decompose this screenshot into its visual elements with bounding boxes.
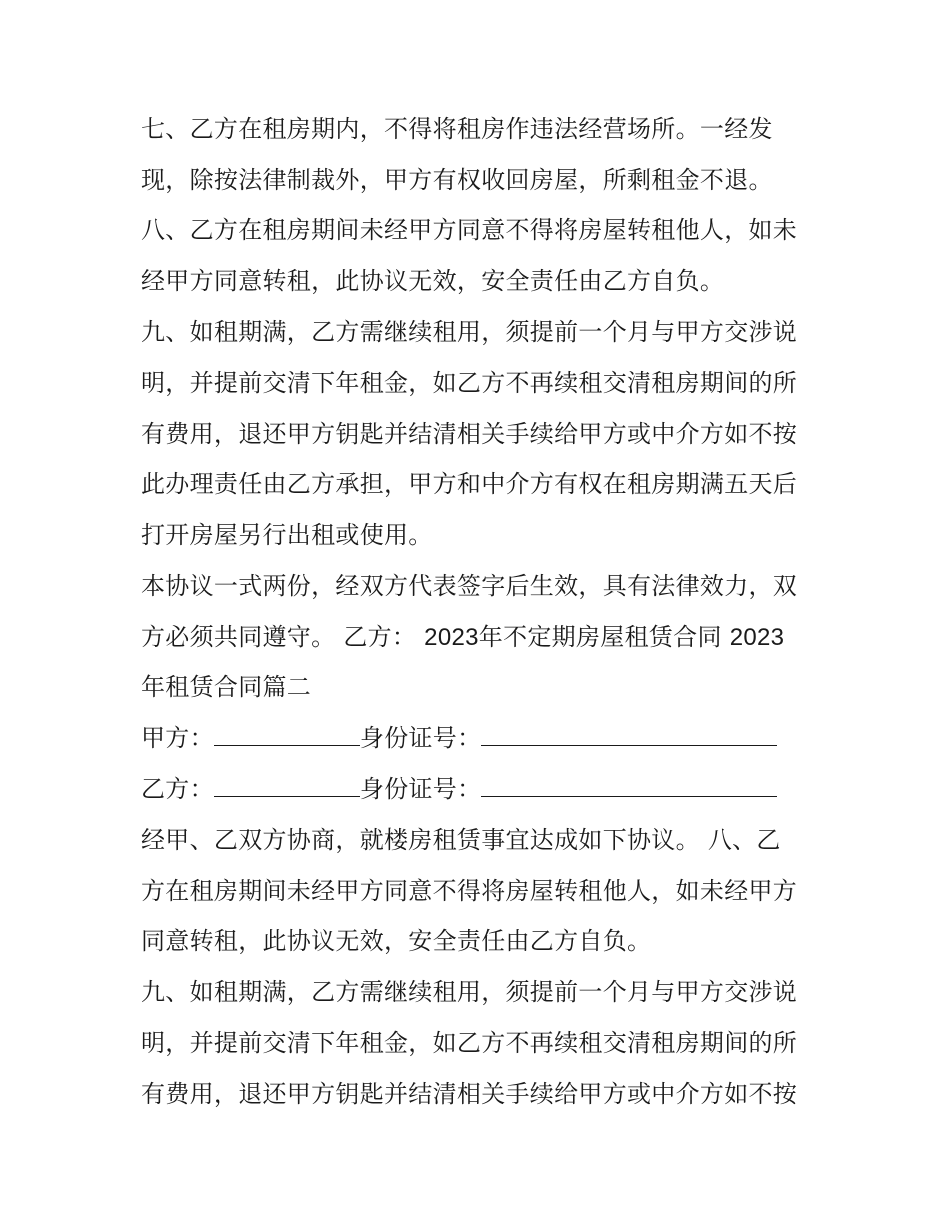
text-line: 九、如租期满，乙方需继续租用，须提前一个月与甲方交涉说 bbox=[141, 978, 798, 1006]
text-line: 此办理责任由乙方承担，甲方和中介方有权在租房期满五天后 bbox=[141, 470, 798, 498]
text-line: 明，并提前交清下年租金，如乙方不再续租交清租房期间的所 bbox=[141, 1029, 798, 1057]
party-b-label: 乙方： bbox=[141, 775, 214, 803]
party-b-row bbox=[141, 774, 777, 804]
text-line: 打开房屋另行出租或使用。 bbox=[141, 521, 433, 549]
party-b-name-blank bbox=[214, 774, 360, 797]
party-a-row bbox=[141, 723, 777, 753]
party-b-id-blank bbox=[481, 774, 777, 797]
text-line: 同意转租，此协议无效，安全责任由乙方自负。 bbox=[141, 927, 652, 955]
text-line: 九、如租期满，乙方需继续租用，须提前一个月与甲方交涉说 bbox=[141, 318, 798, 346]
party-a-id-label: 身份证号： bbox=[359, 724, 482, 752]
contract-title: 年不定期房屋租赁合同 bbox=[478, 623, 722, 651]
text-line: 经甲、乙双方协商，就楼房租赁事宜达成如下协议。 八、乙 bbox=[141, 826, 781, 854]
text-line: 方在租房期间未经甲方同意不得将房屋转租他人，如未经甲方 bbox=[141, 877, 798, 905]
year-number: 2023 bbox=[729, 624, 785, 651]
year-number: 2023 bbox=[424, 624, 479, 651]
text-line: 现，除按法律制裁外，甲方有权收回房屋，所剩租金不退。 bbox=[141, 166, 773, 194]
text-line: 八、乙方在租房期间未经甲方同意不得将房屋转租他人，如未 bbox=[141, 216, 798, 244]
text-line: 有费用，退还甲方钥匙并结清相关手续给甲方或中介方如不按 bbox=[141, 420, 798, 448]
section-title: 年租赁合同篇二 bbox=[141, 673, 312, 701]
text-line bbox=[141, 622, 784, 653]
party-a-name-blank bbox=[214, 723, 360, 746]
line-prefix: 方必须共同遵守。 乙方： bbox=[141, 623, 417, 651]
text-line: 明，并提前交清下年租金，如乙方不再续租交清租房期间的所 bbox=[141, 369, 798, 397]
party-b-id-label: 身份证号： bbox=[359, 775, 482, 803]
text-line: 有费用，退还甲方钥匙并结清相关手续给甲方或中介方如不按 bbox=[141, 1080, 798, 1108]
text-line: 经甲方同意转租，此协议无效，安全责任由乙方自负。 bbox=[141, 267, 725, 295]
text-line: 七、乙方在租房期内，不得将租房作违法经营场所。一经发 bbox=[141, 115, 773, 143]
party-a-id-blank bbox=[481, 723, 777, 746]
party-a-label: 甲方： bbox=[141, 724, 214, 752]
text-line: 本协议一式两份，经双方代表签字后生效，具有法律效力，双 bbox=[141, 572, 798, 600]
